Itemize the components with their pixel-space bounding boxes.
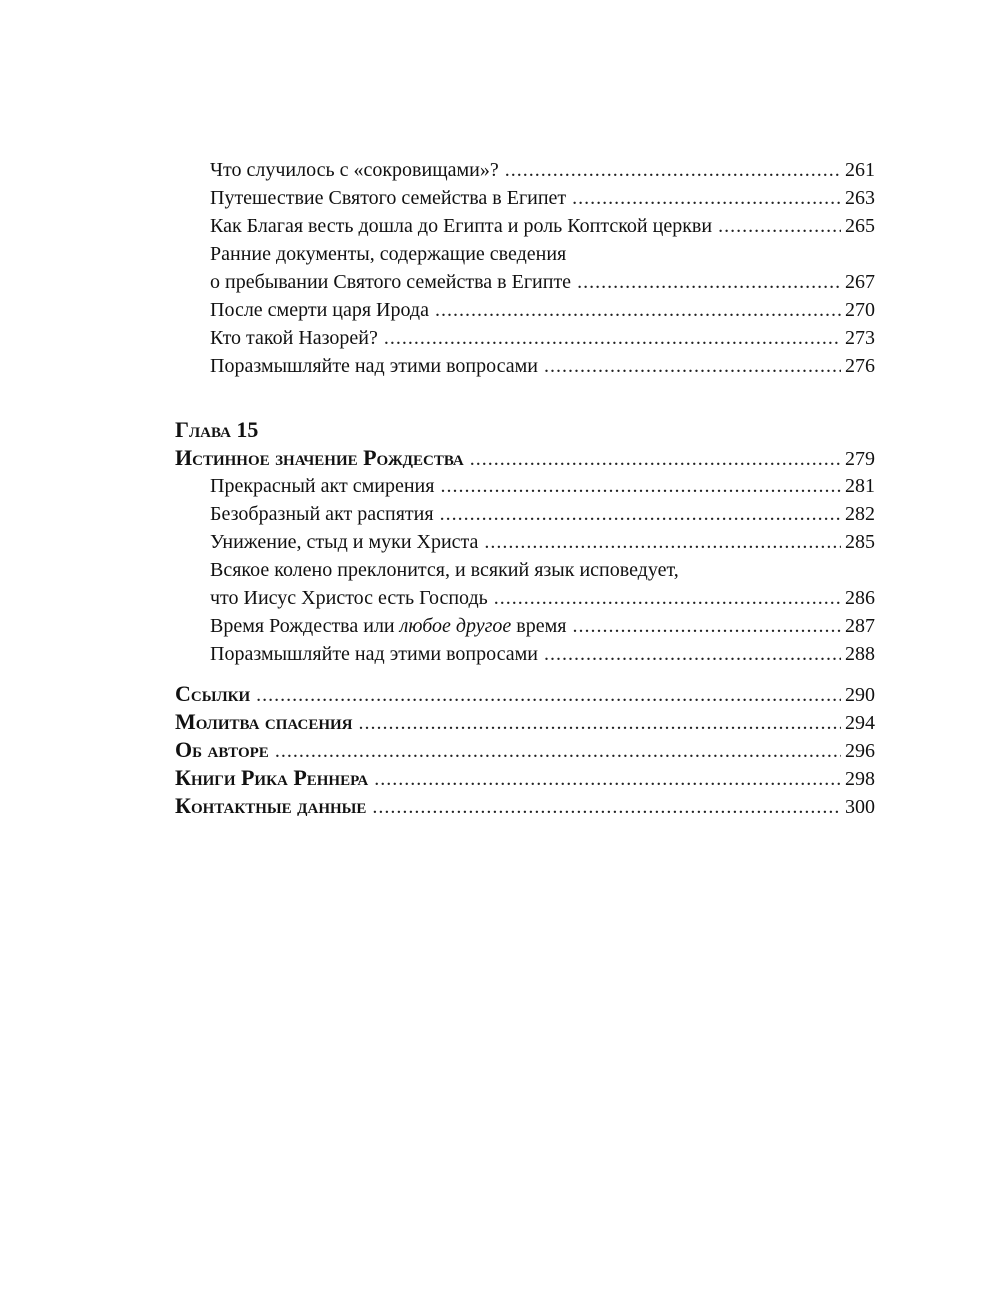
toc-entry-title: Как Благая весть дошла до Египта и роль Коптской церкви bbox=[210, 215, 713, 237]
toc-entry-page: 263 bbox=[845, 187, 875, 209]
toc-entry-title: Кто такой Назорей? bbox=[210, 327, 378, 349]
dot-leader bbox=[505, 156, 841, 184]
dot-leader bbox=[572, 612, 841, 640]
toc-entry[interactable] bbox=[175, 640, 875, 668]
toc-entry-page: 288 bbox=[845, 643, 875, 665]
toc-entry-page: 281 bbox=[845, 475, 875, 497]
dot-leader bbox=[484, 528, 841, 556]
dot-leader bbox=[440, 500, 841, 528]
back-matter-entry[interactable] bbox=[175, 736, 875, 764]
toc-entry-line2[interactable] bbox=[175, 268, 875, 296]
dot-leader bbox=[372, 793, 841, 821]
dot-leader bbox=[359, 709, 841, 737]
dot-leader bbox=[572, 184, 841, 212]
toc-entry-title: Ранние документы, содержащие сведения bbox=[210, 243, 567, 265]
toc-entry-title: Что случилось с «сокровищами»? bbox=[210, 159, 499, 181]
toc-entry-page: 276 bbox=[845, 355, 875, 377]
back-matter-entry[interactable] bbox=[175, 680, 875, 708]
toc-entry-title: о пребывании Святого семейства в Египте bbox=[210, 271, 572, 293]
toc-entry[interactable] bbox=[175, 156, 875, 184]
toc-entry-page: 298 bbox=[845, 768, 875, 790]
toc-entry-title: Об авторе bbox=[175, 737, 269, 762]
toc-entry-title: Поразмышляйте над этими вопросами bbox=[210, 355, 538, 377]
toc-entry-title: Унижение, стыд и муки Христа bbox=[210, 531, 479, 553]
spacer bbox=[175, 668, 875, 680]
title-prefix: Время Рождества или bbox=[210, 615, 400, 637]
dot-leader bbox=[435, 296, 841, 324]
toc-entry[interactable] bbox=[175, 472, 875, 500]
toc-entry[interactable] bbox=[175, 184, 875, 212]
title-italic: любое другое bbox=[399, 615, 512, 637]
back-matter-entry[interactable] bbox=[175, 764, 875, 792]
toc-entry-page: 273 bbox=[845, 327, 875, 349]
toc-entry[interactable] bbox=[175, 212, 875, 240]
toc-entry-title: Прекрасный акт смирения bbox=[210, 475, 435, 497]
toc-entry-line2[interactable] bbox=[175, 584, 875, 612]
toc-entry-page: 290 bbox=[845, 684, 875, 706]
dot-leader bbox=[470, 445, 841, 473]
toc-entry-title bbox=[210, 612, 566, 640]
toc-entry-title: что Иисус Христос есть Господь bbox=[210, 587, 488, 609]
toc-entry[interactable] bbox=[175, 500, 875, 528]
toc-entry-title: Книги Рика Реннера bbox=[175, 765, 369, 790]
toc-entry-title: Поразмышляйте над этими вопросами bbox=[210, 643, 538, 665]
spacer bbox=[175, 380, 875, 416]
dot-leader bbox=[374, 765, 841, 793]
back-matter-entry[interactable] bbox=[175, 792, 875, 820]
toc-entry-line1[interactable] bbox=[175, 556, 875, 584]
toc-entry-page: 286 bbox=[845, 587, 875, 609]
toc-entry[interactable] bbox=[175, 528, 875, 556]
toc-entry[interactable] bbox=[175, 324, 875, 352]
title-suffix: время bbox=[511, 615, 567, 637]
toc-entry-page: 294 bbox=[845, 712, 875, 734]
toc-entry-title: Истинное значение Рождества bbox=[175, 445, 464, 470]
toc-entry-title: Контактные данные bbox=[175, 793, 367, 818]
toc-entry-page: 287 bbox=[845, 615, 875, 637]
toc-entry-title: Путешествие Святого семейства в Египет bbox=[210, 187, 567, 209]
dot-leader bbox=[494, 584, 841, 612]
toc-entry-title: Ссылки bbox=[175, 681, 251, 706]
back-matter-entry[interactable] bbox=[175, 708, 875, 736]
toc-entry-title: Безобразный акт распятия bbox=[210, 503, 434, 525]
toc-entry-title: После смерти царя Ирода bbox=[210, 299, 429, 321]
table-of-contents bbox=[175, 156, 875, 820]
toc-entry-line1[interactable] bbox=[175, 240, 875, 268]
dot-leader bbox=[384, 324, 841, 352]
dot-leader bbox=[544, 352, 841, 380]
dot-leader bbox=[275, 737, 841, 765]
dot-leader bbox=[440, 472, 841, 500]
chapter-title-entry[interactable] bbox=[175, 444, 875, 472]
toc-entry-page: 270 bbox=[845, 299, 875, 321]
toc-entry-page: 300 bbox=[845, 796, 875, 818]
toc-entry-page: 282 bbox=[845, 503, 875, 525]
toc-entry-page: 267 bbox=[845, 271, 875, 293]
toc-entry-page: 285 bbox=[845, 531, 875, 553]
toc-entry-title: Всякое колено преклонится, и всякий язык исповедует, bbox=[210, 559, 679, 581]
toc-entry[interactable] bbox=[175, 296, 875, 324]
toc-entry-title: Молитва спасения bbox=[175, 709, 353, 734]
toc-entry-page: 296 bbox=[845, 740, 875, 762]
toc-entry[interactable] bbox=[175, 612, 875, 640]
dot-leader bbox=[577, 268, 841, 296]
dot-leader bbox=[544, 640, 841, 668]
toc-entry-page: 279 bbox=[845, 448, 875, 470]
chapter-label: Глава 15 bbox=[175, 417, 259, 442]
toc-entry-page: 265 bbox=[845, 215, 875, 237]
toc-entry[interactable] bbox=[175, 352, 875, 380]
dot-leader bbox=[718, 212, 841, 240]
dot-leader bbox=[256, 681, 841, 709]
toc-entry-page: 261 bbox=[845, 159, 875, 181]
